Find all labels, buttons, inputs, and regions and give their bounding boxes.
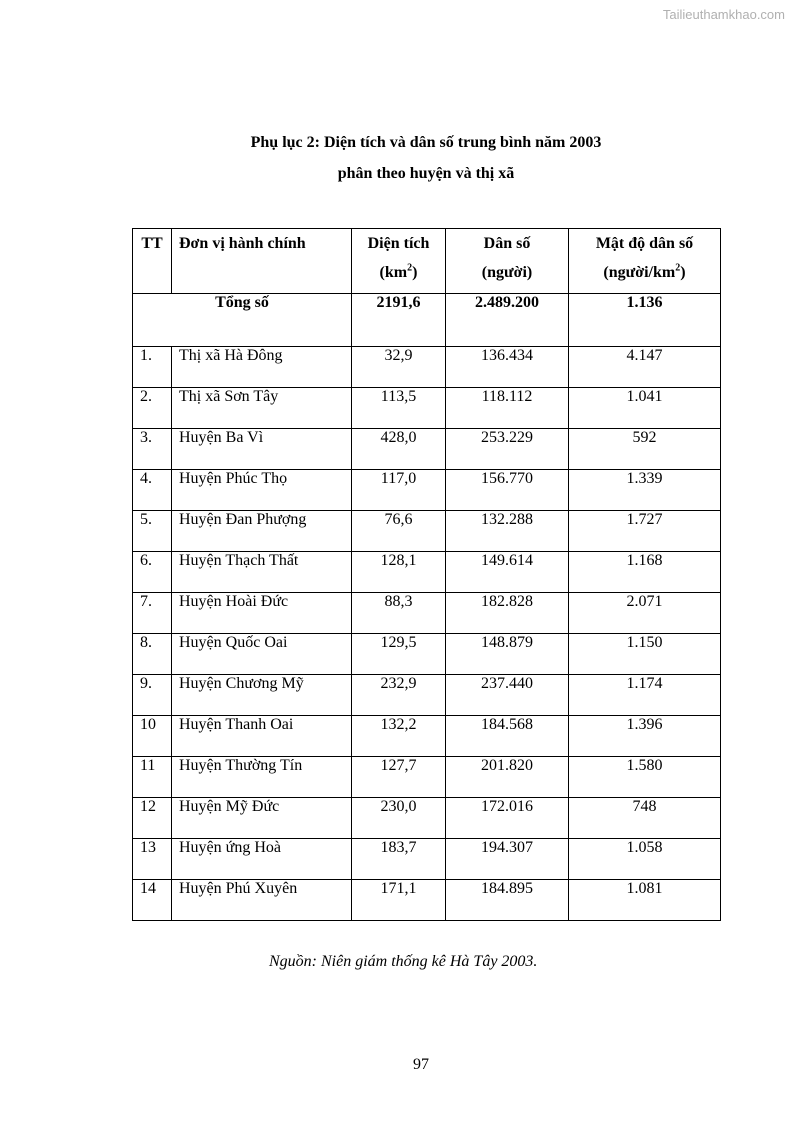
table-row <box>133 429 721 470</box>
row-index: 11 <box>133 757 172 798</box>
table-row <box>133 839 721 880</box>
row-index: 3. <box>133 429 172 470</box>
row-area: 127,7 <box>352 757 446 798</box>
row-index: 4. <box>133 470 172 511</box>
row-population: 136.434 <box>446 347 569 388</box>
row-unit-name: Huyện Ba Vì <box>172 429 352 470</box>
row-density: 1.081 <box>569 880 721 921</box>
row-area: 428,0 <box>352 429 446 470</box>
row-index: 6. <box>133 552 172 593</box>
table-row <box>133 470 721 511</box>
source-note: Nguồn: Niên giám thống kê Hà Tây 2003. <box>269 953 538 970</box>
total-row <box>133 294 721 347</box>
watermark: Tailieuthamkhao.com <box>662 7 785 22</box>
row-density: 592 <box>569 429 721 470</box>
table-row <box>133 716 721 757</box>
table-row <box>133 347 721 388</box>
table-row <box>133 634 721 675</box>
row-density: 1.058 <box>569 839 721 880</box>
row-area: 113,5 <box>352 388 446 429</box>
row-density: 1.339 <box>569 470 721 511</box>
row-density: 1.041 <box>569 388 721 429</box>
row-unit-name: Huyện Hoài Đức <box>172 593 352 634</box>
row-population: 194.307 <box>446 839 569 880</box>
row-unit-name: Huyện Thường Tín <box>172 757 352 798</box>
row-area: 132,2 <box>352 716 446 757</box>
row-population: 201.820 <box>446 757 569 798</box>
row-index: 13 <box>133 839 172 880</box>
row-unit-name: Huyện Quốc Oai <box>172 634 352 675</box>
row-population: 149.614 <box>446 552 569 593</box>
row-unit-name: Thị xã Hà Đông <box>172 347 352 388</box>
total-density: 1.136 <box>569 294 721 347</box>
table-row <box>133 511 721 552</box>
row-area: 171,1 <box>352 880 446 921</box>
row-index: 14 <box>133 880 172 921</box>
total-population: 2.489.200 <box>446 294 569 347</box>
page-number: 97 <box>413 1056 429 1073</box>
row-population: 182.828 <box>446 593 569 634</box>
header-unit: Đơn vị hành chính <box>172 229 352 294</box>
row-area: 230,0 <box>352 798 446 839</box>
row-index: 8. <box>133 634 172 675</box>
table-row <box>133 675 721 716</box>
row-area: 88,3 <box>352 593 446 634</box>
row-unit-name: Huyện Đan Phượng <box>172 511 352 552</box>
row-unit-name: Huyện Chương Mỹ <box>172 675 352 716</box>
row-population: 184.895 <box>446 880 569 921</box>
page-subtitle: phân theo huyện và thị xã <box>337 165 515 182</box>
row-area: 129,5 <box>352 634 446 675</box>
row-area: 183,7 <box>352 839 446 880</box>
table-row <box>133 798 721 839</box>
row-index: 1. <box>133 347 172 388</box>
row-density: 748 <box>569 798 721 839</box>
table-row <box>133 388 721 429</box>
row-area: 76,6 <box>352 511 446 552</box>
row-unit-name: Huyện ứng Hoà <box>172 839 352 880</box>
row-population: 148.879 <box>446 634 569 675</box>
row-unit-name: Thị xã Sơn Tây <box>172 388 352 429</box>
statistics-table <box>132 228 721 921</box>
row-index: 5. <box>133 511 172 552</box>
table-header-row <box>133 229 721 294</box>
total-area: 2191,6 <box>352 294 446 347</box>
row-population: 237.440 <box>446 675 569 716</box>
header-population: Dân số (người) <box>446 229 569 294</box>
row-index: 10 <box>133 716 172 757</box>
row-index: 9. <box>133 675 172 716</box>
table-row <box>133 552 721 593</box>
row-density: 1.168 <box>569 552 721 593</box>
row-unit-name: Huyện Mỹ Đức <box>172 798 352 839</box>
row-population: 172.016 <box>446 798 569 839</box>
table-row <box>133 880 721 921</box>
row-density: 1.150 <box>569 634 721 675</box>
table-row <box>133 593 721 634</box>
header-density: Mật độ dân số $(người/km^2)$ <box>569 229 721 294</box>
row-unit-name: Huyện Thạch Thất <box>172 552 352 593</box>
row-density: 4.147 <box>569 347 721 388</box>
row-index: 12 <box>133 798 172 839</box>
row-population: 156.770 <box>446 470 569 511</box>
total-label: Tổng số <box>133 294 352 347</box>
row-population: 118.112 <box>446 388 569 429</box>
row-area: 232,9 <box>352 675 446 716</box>
row-index: 2. <box>133 388 172 429</box>
row-density: 1.727 <box>569 511 721 552</box>
row-density: 2.071 <box>569 593 721 634</box>
row-area: 117,0 <box>352 470 446 511</box>
row-area: 32,9 <box>352 347 446 388</box>
header-tt: TT <box>133 229 172 294</box>
row-area: 128,1 <box>352 552 446 593</box>
row-unit-name: Huyện Phúc Thọ <box>172 470 352 511</box>
row-unit-name: Huyện Phú Xuyên <box>172 880 352 921</box>
row-population: 132.288 <box>446 511 569 552</box>
row-density: 1.174 <box>569 675 721 716</box>
header-area: Diện tích $(km^2)$ <box>352 229 446 294</box>
row-index: 7. <box>133 593 172 634</box>
row-population: 253.229 <box>446 429 569 470</box>
row-density: 1.580 <box>569 757 721 798</box>
row-unit-name: Huyện Thanh Oai <box>172 716 352 757</box>
table-row <box>133 757 721 798</box>
page-title: Phụ lục 2: Diện tích và dân số trung bình năm 2003 <box>250 134 602 151</box>
row-population: 184.568 <box>446 716 569 757</box>
row-density: 1.396 <box>569 716 721 757</box>
